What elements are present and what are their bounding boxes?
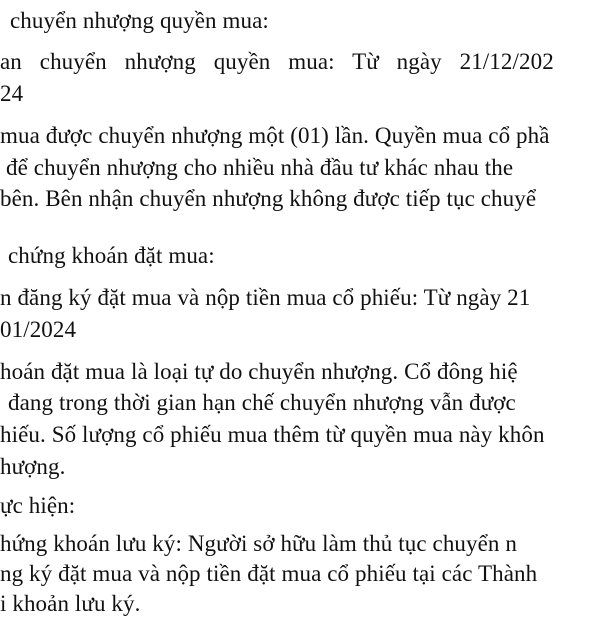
text-line: ực hiện:: [0, 493, 76, 518]
text-line: hứng khoán lưu ký: Người sở hữu làm thủ tục chuyển n: [0, 531, 517, 556]
text-line: đang trong thời gian hạn chế chuyển nhượng vẫn được: [8, 390, 516, 415]
text-line: chứng khoán đặt mua:: [8, 243, 215, 268]
text-line: để chuyển nhượng cho nhiều nhà đầu tư khác nhau the: [6, 155, 514, 180]
text-line: an chuyển nhượng quyền mua: Từ ngày 21/12/202: [0, 49, 554, 74]
text-line: bên. Bên nhận chuyển nhượng không được tiếp tục chuyể: [0, 186, 537, 211]
text-line: n đăng ký đặt mua và nộp tiền mua cổ phiếu: Từ ngày 21: [0, 285, 531, 310]
text-line: chuyển nhượng quyền mua:: [10, 8, 269, 33]
text-line: mua được chuyển nhượng một (01) lần. Quyền mua cổ phầ: [0, 123, 550, 148]
text-line: 24: [0, 81, 24, 106]
text-line: 01/2024: [0, 317, 77, 342]
text-line: hượng.: [0, 454, 66, 479]
text-line: hoán đặt mua là loại tự do chuyển nhượng. Cổ đông hiệ: [0, 359, 518, 384]
text-line: hiếu. Số lượng cổ phiếu mua thêm từ quyền mua này khôn: [0, 422, 545, 447]
text-line: i khoản lưu ký.: [0, 591, 141, 616]
text-line: ng ký đặt mua và nộp tiền đặt mua cổ phiếu tại các Thành: [0, 561, 538, 586]
